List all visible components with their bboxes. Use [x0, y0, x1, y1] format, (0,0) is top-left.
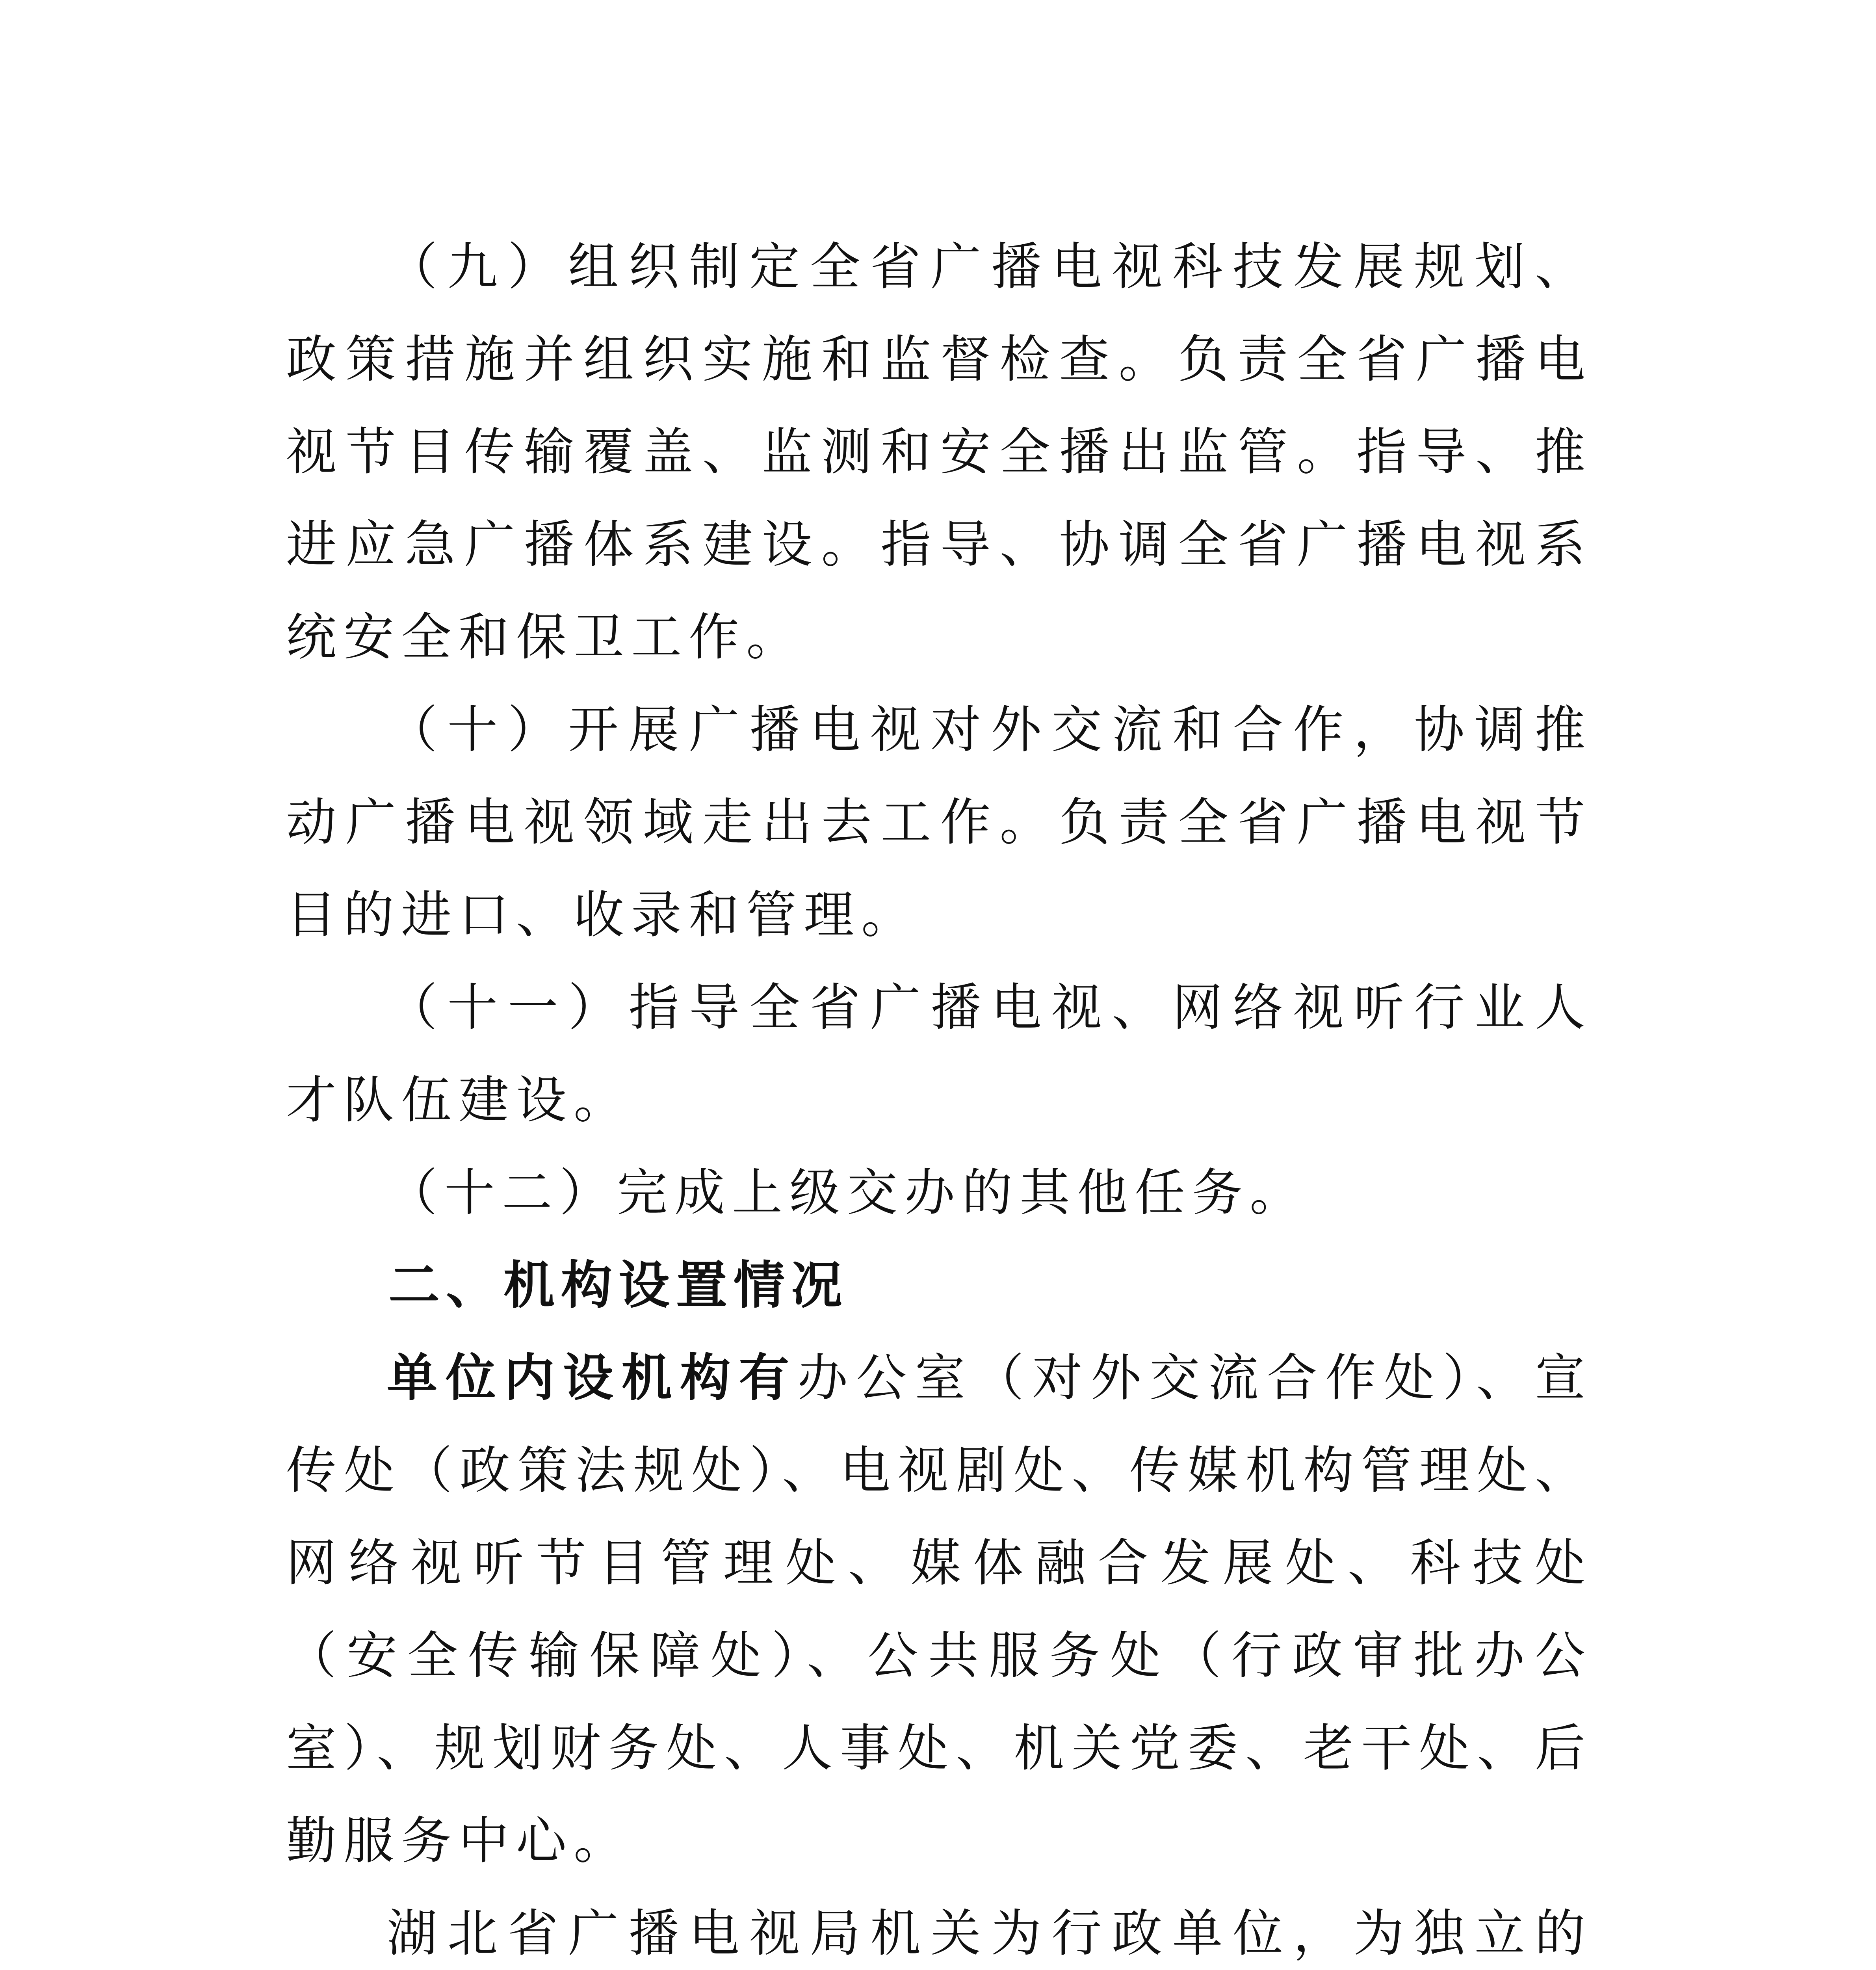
- internal-departments-lead: 单位内设机构有: [387, 1349, 798, 1407]
- document-body: [286, 221, 1592, 1970]
- section-heading-organization: 二、机构设置情况: [388, 1255, 849, 1315]
- paragraph-duty-10: （十）开展广播电视对外交流和合作，协调推动广播电视领域走出去工作。负责全省广播电视节目的进口、收录和管理。: [286, 701, 1592, 944]
- paragraph-duty-9: （九）组织制定全省广播电视科技发展规划、政策措施并组织实施和监督检查。负责全省广播电视节目传输覆盖、监测和安全播出监管。指导、推进应急广播体系建设。指导、协调全省广播电视系统安全和保卫工作。: [286, 238, 1592, 667]
- internal-departments-list: 办公室（对外交流合作处）、宣传处（政策法规处）、电视剧处、传媒机构管理处、网络视听节目管理处、媒体融合发展处、科技处（安全传输保障处）、公共服务处（行政审批办公室）、规划财务处、人事处、机关党委、老干处、后勤服务中心。: [286, 1349, 1592, 1870]
- paragraph-duty-12: （十二）完成上级交办的其他任务。: [387, 1163, 1308, 1222]
- paragraph-duty-11: （十一）指导全省广播电视、网络视听行业人才队伍建设。: [286, 978, 1592, 1130]
- paragraph-internal-departments: [286, 1332, 1592, 1887]
- paragraph-unit-status: 湖北省广播电视局机关为行政单位，为独立的: [387, 1904, 1592, 1963]
